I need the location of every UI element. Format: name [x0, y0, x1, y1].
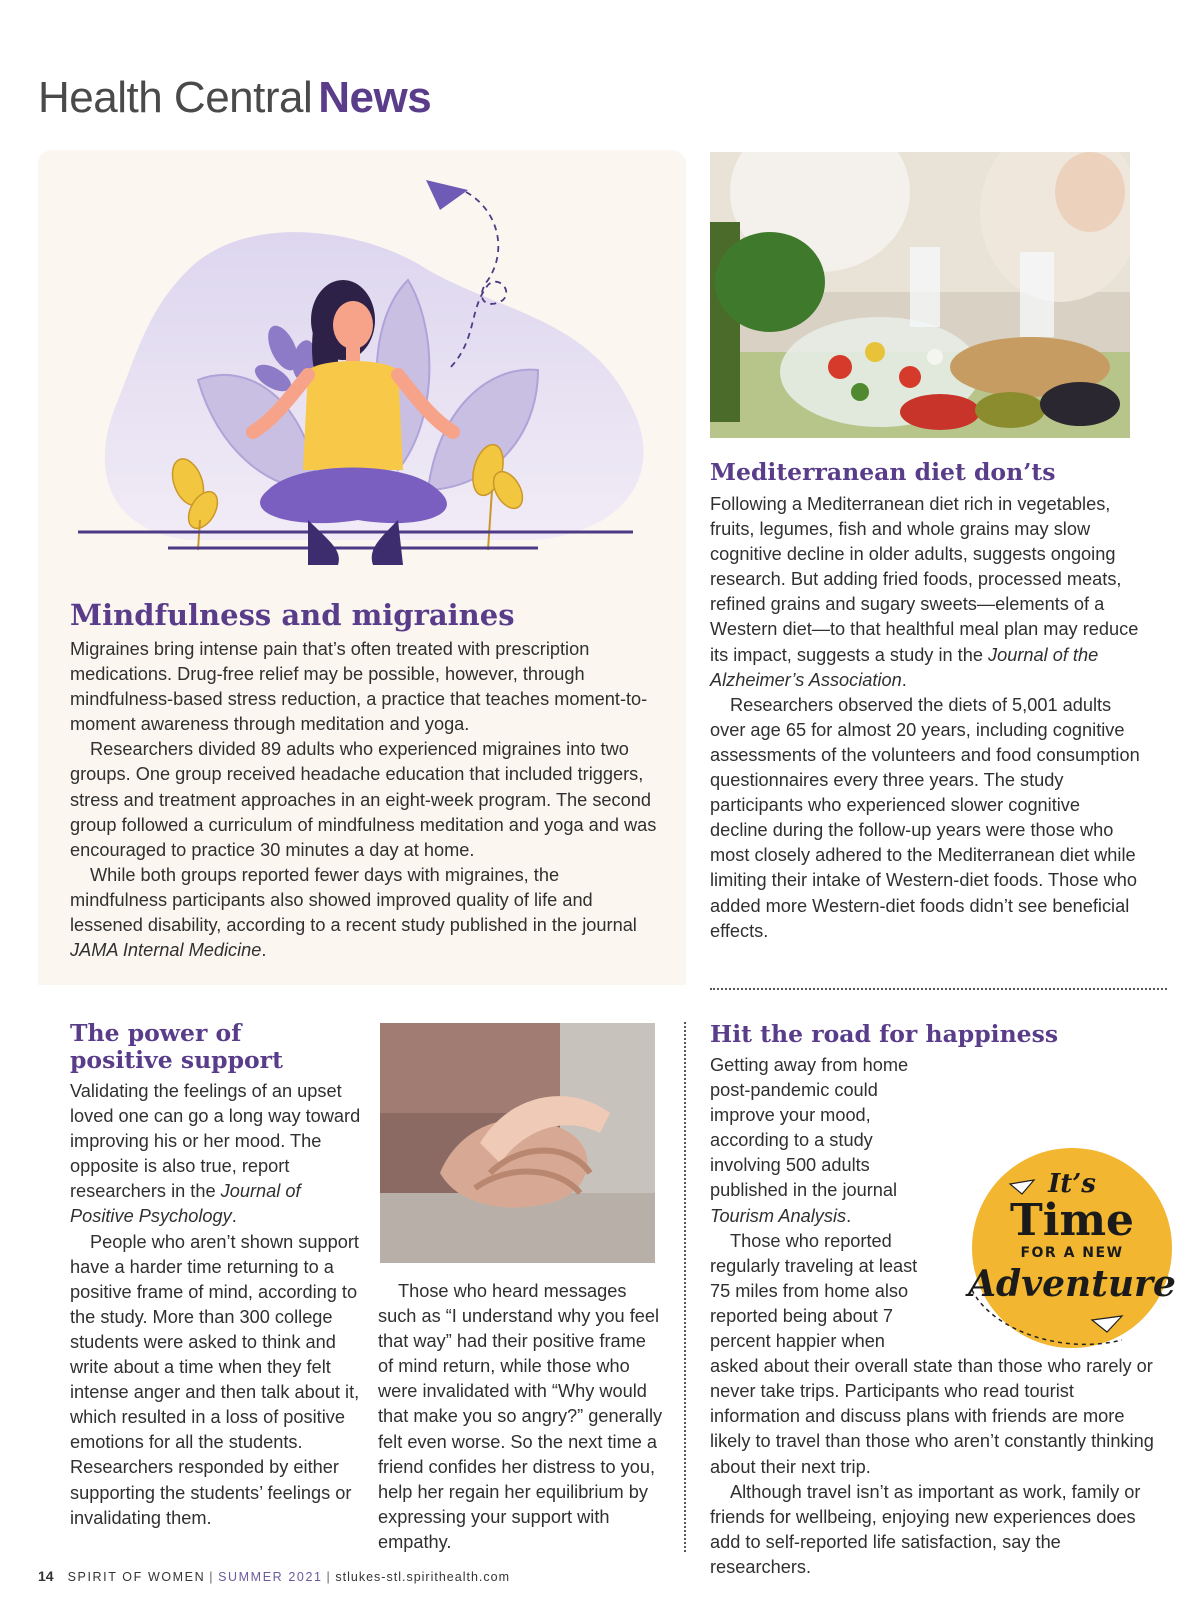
- support-p1-end: .: [231, 1206, 237, 1227]
- mindfulness-paragraph-3: [70, 863, 660, 963]
- road-p1-text: Getting away from home post-pandemic could improve your mood, according to a study involving 500 adults published in the journal: [710, 1055, 909, 1201]
- mediterranean-p1-text: Following a Mediterranean diet rich in vegetables, fruits, legumes, fish and whole grains may slow cognitive decline in older adults, suggests ongoing research. But adding fried foods, processed meats, refined grains and sugary sweets—elements of a Western diet—to that healthful meal plan may reduce its impact, suggests a study in the: [710, 494, 1139, 665]
- adventure-badge: [952, 1140, 1182, 1355]
- support-paragraph-2: People who aren’t shown support have a harder time returning to a positive frame of mind, according to the study. More than 300 college students were asked to think and write about a time when they felt intense anger and then talk about it, which resulted in a loss of positive emotions for all the students. Researchers responded by either supporting the students’ feelings or invalidating them.: [70, 1231, 360, 1528]
- mediterranean-body: [710, 492, 1140, 944]
- holding-hands-photo: [380, 1023, 655, 1263]
- mediterranean-meal-photo: [710, 152, 1130, 438]
- support-title-line-1: The power of: [70, 1019, 242, 1047]
- support-p1-text: Validating the feelings of an upset loved one can go a long way toward improving his or her mood. The opposite is also true, report researchers in the: [70, 1081, 361, 1202]
- road-p1-end: .: [846, 1205, 852, 1226]
- issue-season: SUMMER 2021: [218, 1570, 323, 1584]
- mediterranean-title: Mediterranean diet don’ts: [710, 458, 1056, 486]
- support-title: [70, 1020, 283, 1074]
- badge-text-adventure: Adventure: [968, 1263, 1176, 1305]
- badge-text-time: Time: [1009, 1195, 1135, 1246]
- support-paragraph-3: Those who heard messages such as “I understand why you feel that way” had their positive frame of mind return, while those who were invalidated with “Why would that make you so angry?” generally felt even worse. So the next time a friend confides her distress to you, help her regain her equilibrium by expressing your support with empathy.: [378, 1281, 663, 1552]
- mindfulness-title: Mindfulness and migraines: [70, 598, 515, 632]
- mediterranean-paragraph-2: Researchers observed the diets of 5,001 adults over age 65 for almost 20 years, including cognitive assessments of the volunteers and food consumption questionnaires every three years. The study participants who experienced slower cognitive decline during the follow-up years were those who most closely adhered to the Mediterranean diet while limiting their intake of Western-diet foods. Those who added more Western-diet foods didn’t see beneficial effects.: [710, 694, 1140, 941]
- mindfulness-p3-text: While both groups reported fewer days with migraines, the mindfulness participants also showed improved quality of life and lessened disability, according to a recent study published in the journal: [70, 864, 637, 936]
- support-paragraph-1: [70, 1079, 362, 1230]
- page-title-light: Health Central: [38, 73, 313, 122]
- page-title-bold: News: [318, 73, 432, 122]
- magazine-name: SPIRIT OF WOMEN: [67, 1570, 206, 1584]
- road-paragraph-3: Although travel isn’t as important as work, family or friends for wellbeing, enjoying new experiences does add to self-reported life satisfaction, say the researchers.: [710, 1481, 1141, 1577]
- section-divider-vertical: [684, 1022, 686, 1552]
- support-body-column-2: [378, 1279, 663, 1555]
- footer-separator: |: [326, 1570, 332, 1584]
- mindfulness-p3-end: .: [261, 940, 267, 961]
- journal-name: Journal of the Alzheimer’s Association: [710, 644, 1099, 690]
- footer-url: stlukes-stl.spirithealth.com: [335, 1570, 510, 1584]
- journal-name: JAMA Internal Medicine: [70, 940, 262, 961]
- badge-text-for-a-new: FOR A NEW: [1020, 1245, 1124, 1261]
- journal-name: Tourism Analysis: [710, 1205, 847, 1226]
- footer-separator: |: [209, 1570, 215, 1584]
- journal-name: Journal of Positive Psychology: [70, 1181, 301, 1227]
- road-title: Hit the road for happiness: [710, 1020, 1059, 1048]
- page-footer: [38, 1568, 510, 1584]
- page-number: 14: [38, 1568, 54, 1584]
- mediterranean-paragraph-1: [710, 492, 1140, 693]
- section-divider-horizontal: [710, 988, 1167, 990]
- mediterranean-p1-end: .: [901, 669, 907, 690]
- mindfulness-paragraph-1: Migraines bring intense pain that’s often treated with prescription medications. Drug-free relief may be possible, however, through mindfulness-based stress reduction, a practice that teaches moment-to-moment awareness through meditation and yoga.: [70, 639, 648, 735]
- page-title: [38, 70, 431, 126]
- support-title-line-2: positive support: [70, 1046, 283, 1074]
- meditation-illustration: [68, 170, 668, 590]
- mindfulness-paragraph-2: Researchers divided 89 adults who experienced migraines into two groups. One group received headache education that included triggers, stress and treatment approaches in an eight-week program. The second group followed a curriculum of mindfulness meditation and yoga and was encouraged to practice 30 minutes a day at home.: [70, 739, 657, 860]
- badge-text-its: It’s: [1048, 1169, 1096, 1199]
- road-paragraph-2: Those who reported regularly traveling at least 75 miles from home also reported being about 7 percent happier when asked about their overall state than those who rarely or never take trips. Participants who read tourist information and discuss plans with friends are more likely to travel than those who aren’t constantly thinking about their next trip.: [710, 1230, 1154, 1477]
- mindfulness-body: [70, 637, 660, 963]
- support-body-column-1: [70, 1079, 362, 1531]
